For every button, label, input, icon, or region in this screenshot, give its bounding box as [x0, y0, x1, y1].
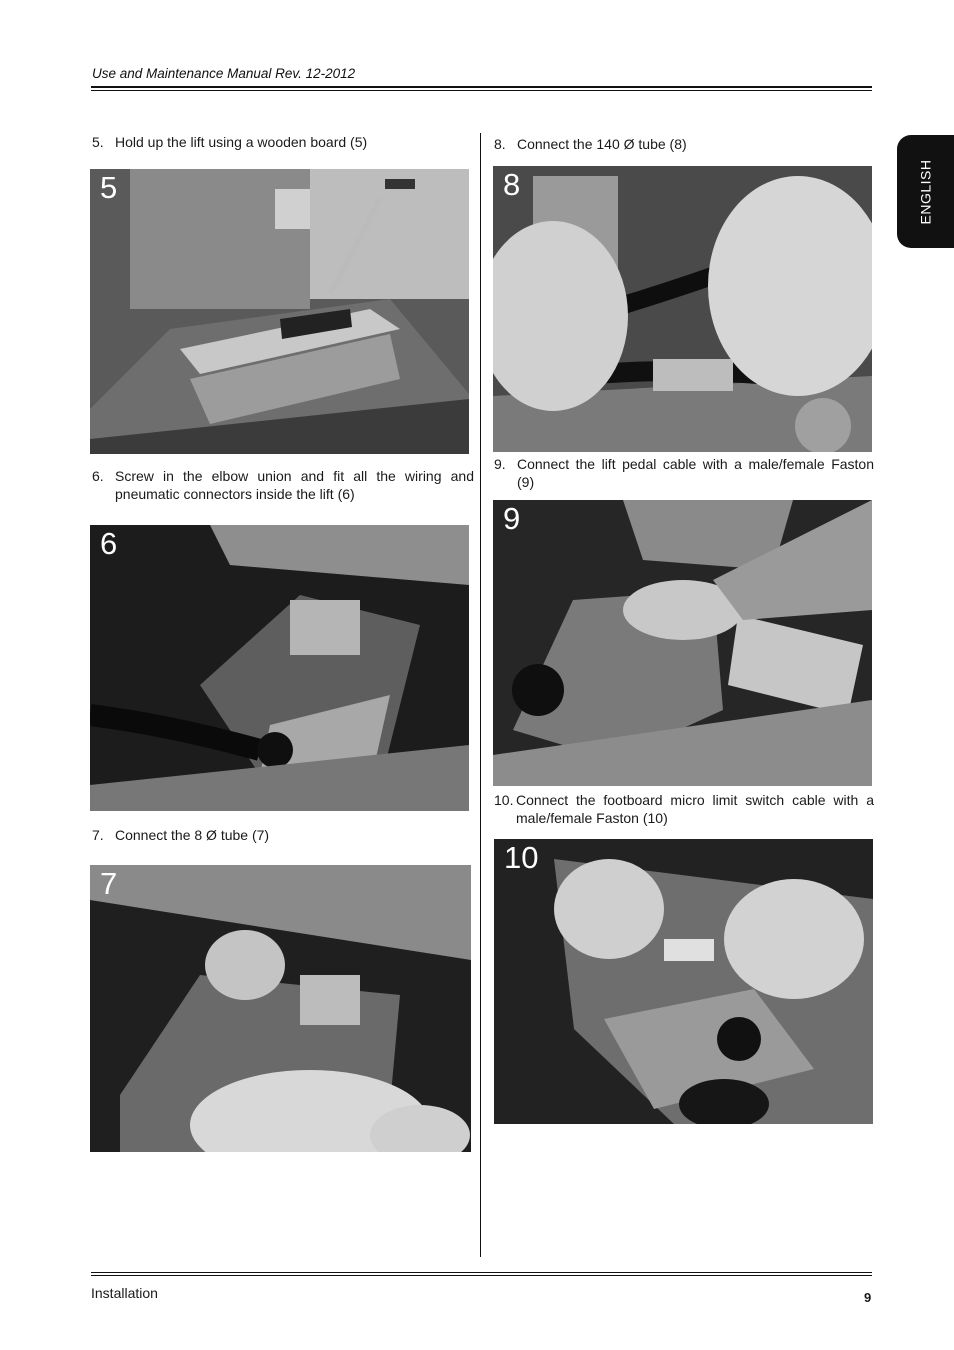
photo-label: 6 [100, 526, 118, 561]
header-title: Use and Maintenance Manual Rev. 12-2012 [92, 66, 356, 81]
photo-step-8 [493, 166, 872, 452]
footer-section: Installation [91, 1285, 158, 1301]
photo-label: 7 [100, 866, 118, 901]
photo-step-9 [493, 500, 872, 786]
photo-step-10 [494, 839, 873, 1124]
step-7 [92, 826, 474, 844]
photo-label: 8 [503, 167, 521, 202]
step-number: 10. [494, 792, 514, 808]
step-6 [92, 467, 474, 503]
step-number: 6. [92, 468, 104, 484]
step-number: 5. [92, 134, 104, 150]
step-text: Hold up the lift using a wooden board (5) [115, 134, 368, 150]
header-rule-thin [91, 90, 872, 91]
photo-label: 9 [503, 501, 521, 536]
footer-rule [91, 1272, 872, 1273]
step-text: Screw in the elbow union and fit all the wiring and pneumatic connectors inside the lift (6) [115, 468, 474, 502]
language-tab [897, 135, 954, 248]
photo-label: 10 [504, 840, 539, 875]
step-8 [494, 135, 874, 153]
photo-label: 5 [100, 170, 118, 205]
photo-step-6 [90, 525, 469, 811]
footer-rule-thin [91, 1275, 872, 1276]
step-number: 9. [494, 456, 506, 472]
photo-step-7 [90, 865, 471, 1152]
photo-step-5 [90, 169, 469, 454]
step-10 [494, 791, 874, 827]
language-tab-label: ENGLISH [917, 159, 934, 224]
step-number: 7. [92, 827, 104, 843]
step-text: Connect the 140 Ø tube (8) [517, 136, 687, 152]
step-text: Connect the 8 Ø tube (7) [115, 827, 270, 843]
step-number: 8. [494, 136, 506, 152]
step-5 [92, 133, 474, 151]
column-divider [480, 133, 481, 1257]
step-9 [494, 455, 874, 491]
header-rule [91, 86, 872, 88]
step-text: Connect the lift pedal cable with a male/female Faston (9) [517, 456, 874, 490]
step-text: Connect the footboard micro limit switch cable with a male/female Faston (10) [516, 792, 874, 826]
page-number: 9 [864, 1290, 872, 1305]
